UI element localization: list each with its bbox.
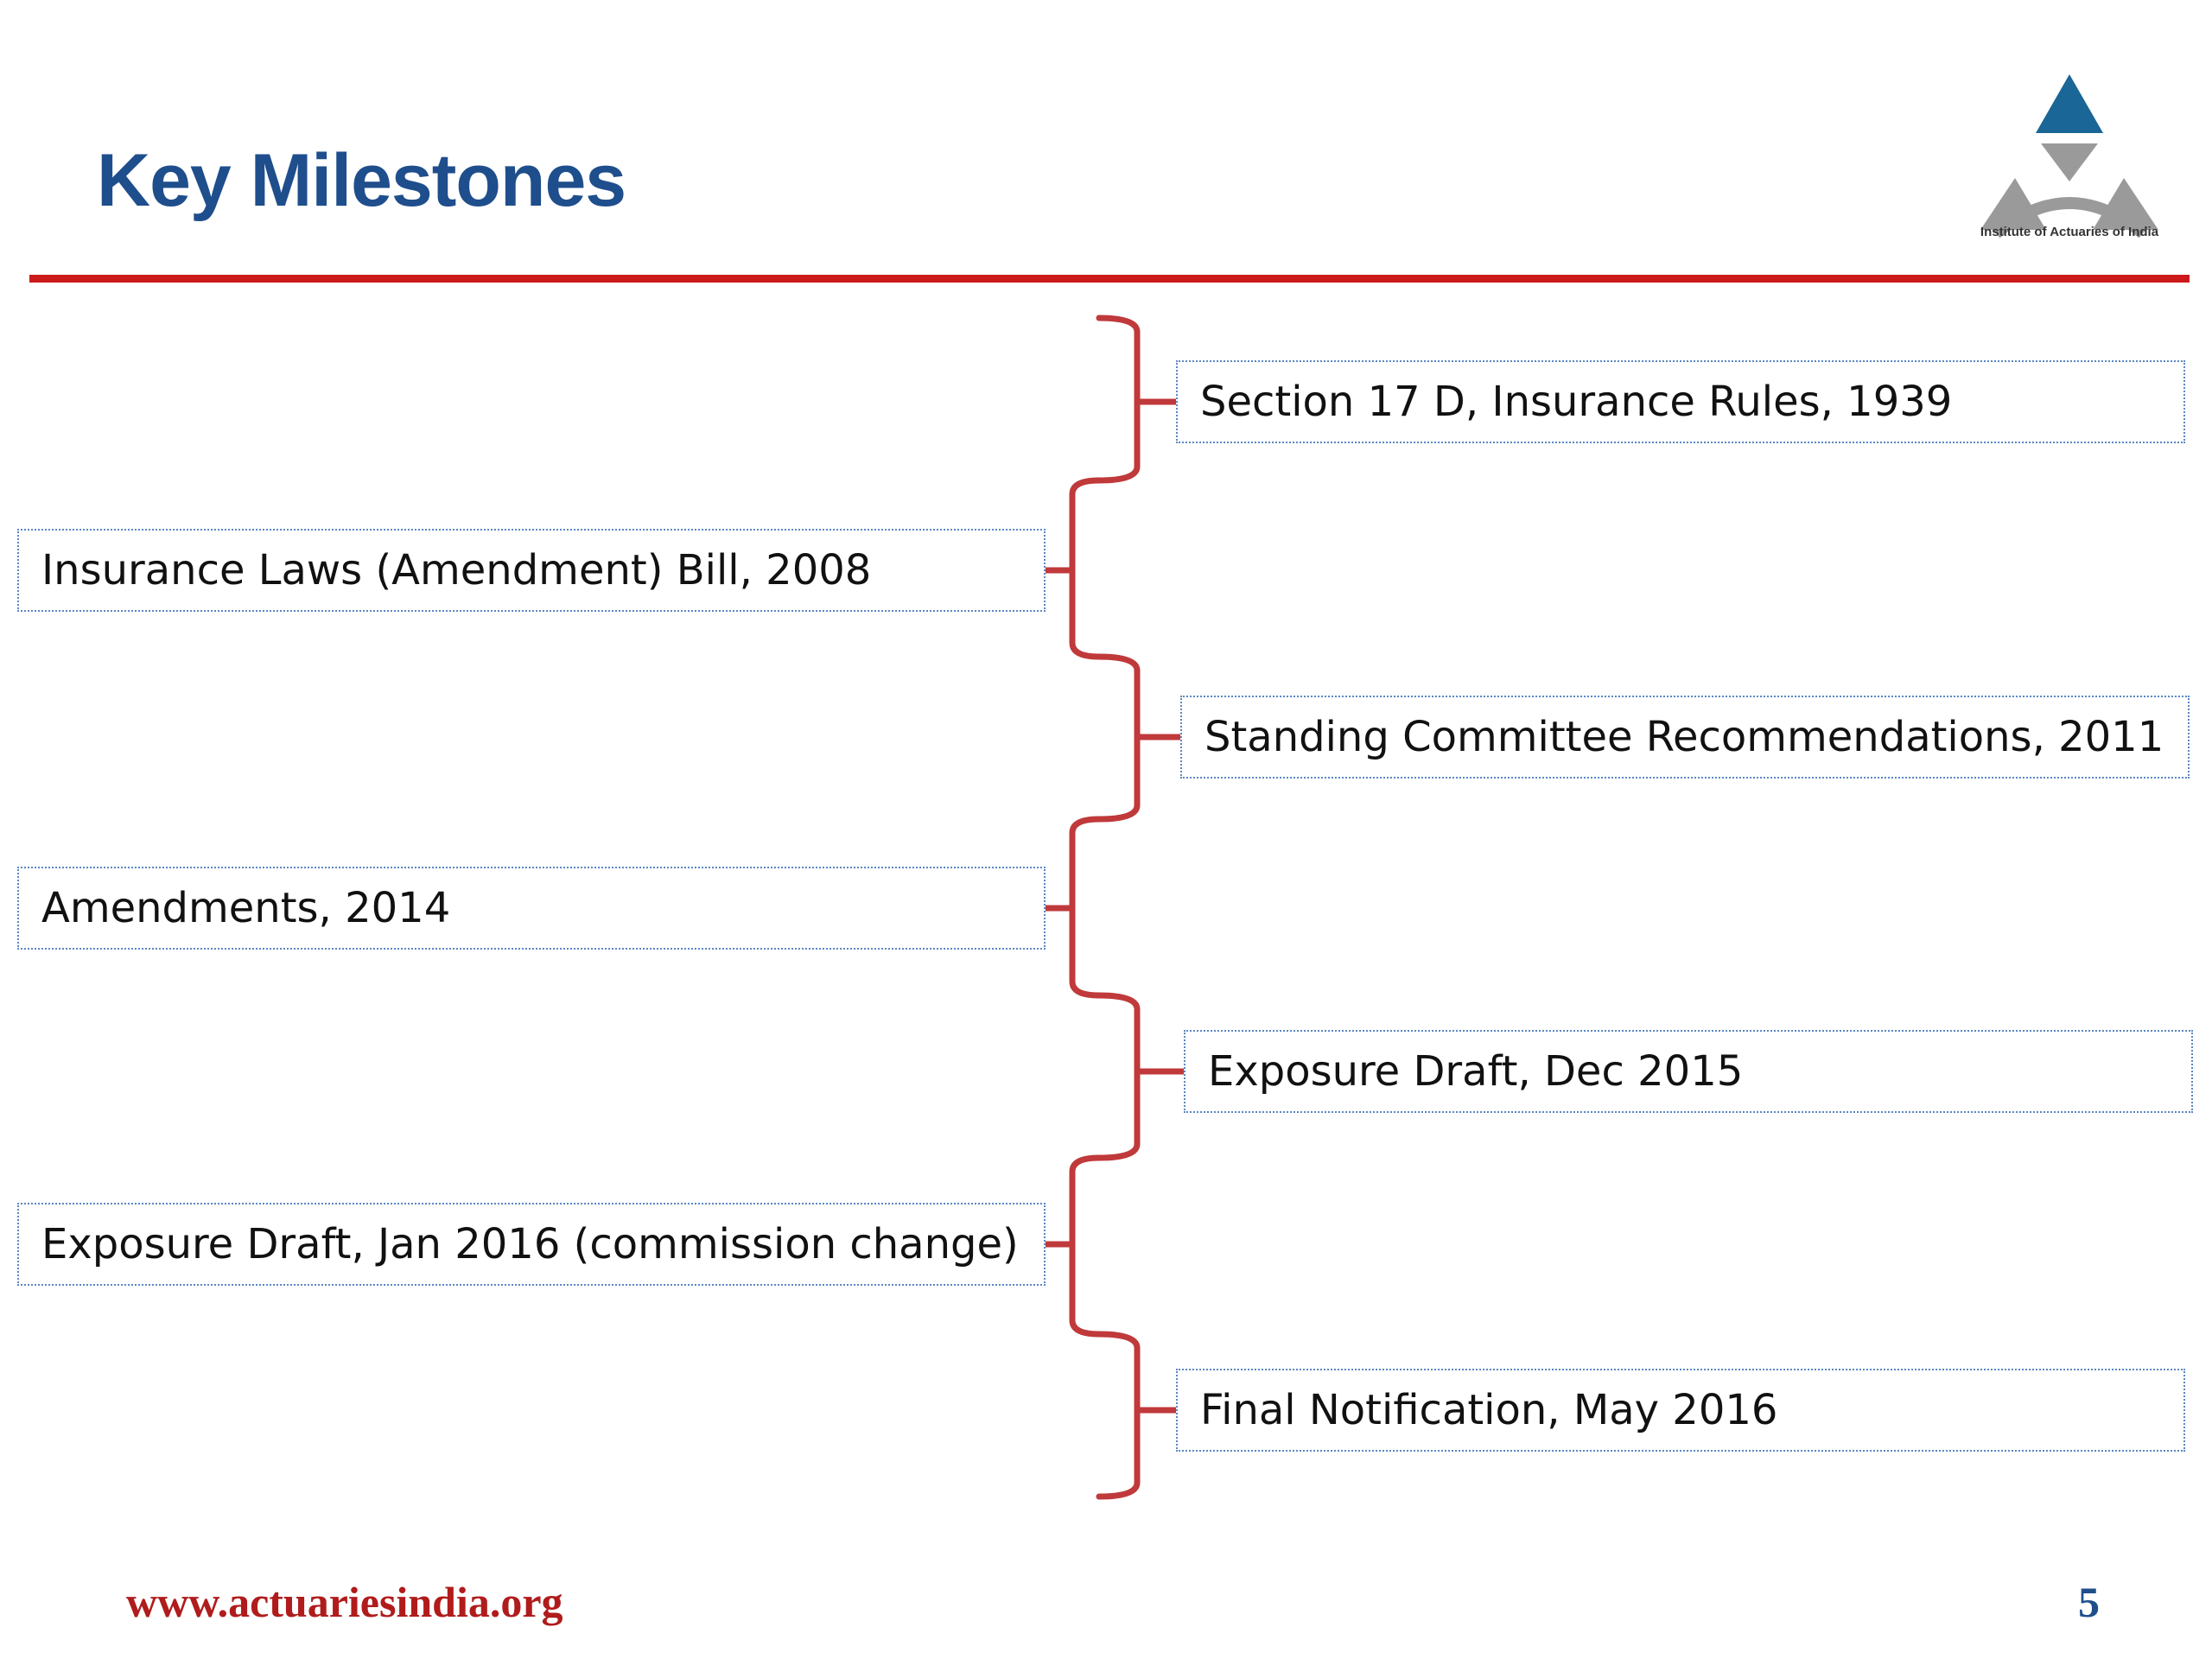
footer-website: www.actuariesindia.org bbox=[126, 1578, 563, 1626]
milestone-amendment-bill-2008: Insurance Laws (Amendment) Bill, 2008 bbox=[17, 529, 1046, 612]
milestone-exposure-draft-dec-2015: Exposure Draft, Dec 2015 bbox=[1184, 1030, 2193, 1113]
logo-caption: Institute of Actuaries of India bbox=[1980, 225, 2159, 239]
page-number: 5 bbox=[2078, 1578, 2100, 1626]
title-divider bbox=[29, 275, 2190, 283]
slide-title: Key Milestones bbox=[97, 139, 626, 222]
milestone-final-notification-2016: Final Notification, May 2016 bbox=[1176, 1369, 2185, 1452]
milestone-amendments-2014: Amendments, 2014 bbox=[17, 867, 1046, 950]
milestone-standing-committee-2011: Standing Committee Recommendations, 2011 bbox=[1180, 696, 2190, 779]
institute-logo-icon bbox=[1961, 69, 2177, 242]
milestone-exposure-draft-jan-2016: Exposure Draft, Jan 2016 (commission change) bbox=[17, 1203, 1046, 1286]
milestone-section-17d-1939: Section 17 D, Insurance Rules, 1939 bbox=[1176, 360, 2185, 443]
